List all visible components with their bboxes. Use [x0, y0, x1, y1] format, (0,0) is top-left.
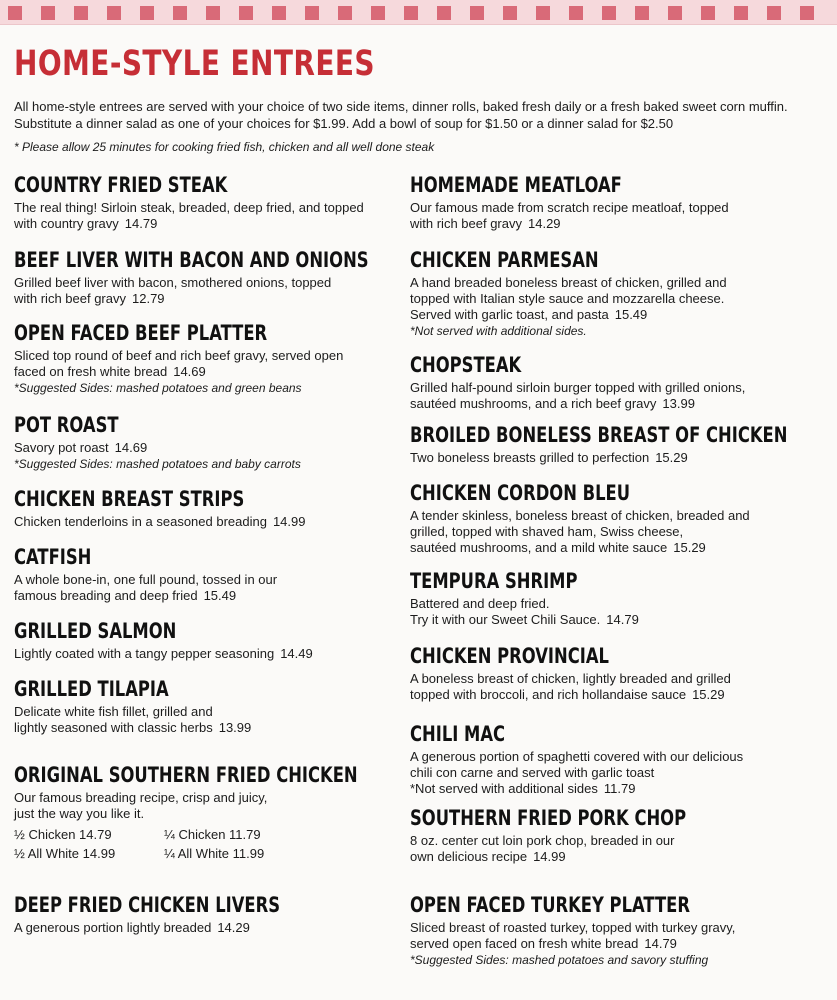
menu-item — [14, 486, 394, 530]
menu-item-name: GRILLED SALMON — [14, 619, 177, 643]
description-text: chili con carne and served with garlic toast — [410, 765, 655, 780]
description-line — [410, 307, 820, 323]
menu-item-name: CATFISH — [14, 545, 92, 569]
description-line — [410, 765, 820, 781]
description-line — [410, 920, 820, 936]
description-line — [14, 920, 394, 936]
menu-item-description — [410, 920, 820, 952]
menu-item-note: *Not served with additional sides. — [410, 324, 587, 338]
price-option: ¼ Chicken 11.79 — [164, 827, 261, 842]
menu-item-name: CHICKEN PARMESAN — [410, 248, 599, 272]
description-text: A whole bone-in, one full pound, tossed in our — [14, 572, 278, 587]
menu-item-price: 14.69 — [114, 440, 148, 455]
border-square — [734, 6, 748, 20]
description-line — [410, 596, 820, 612]
menu-item — [410, 172, 820, 232]
menu-item-name: OPEN FACED TURKEY PLATTER — [410, 893, 690, 917]
description-line — [410, 687, 820, 703]
description-text: own delicious recipe — [410, 849, 528, 864]
menu-item — [14, 247, 394, 307]
description-text: sautéed mushrooms, and a mild white sauce — [410, 540, 668, 555]
border-square — [800, 6, 814, 20]
menu-item-price: 13.99 — [662, 396, 695, 411]
menu-item-name: CHICKEN BREAST STRIPS — [14, 487, 245, 511]
border-square — [206, 6, 220, 20]
description-text: A generous portion lightly breaded — [14, 920, 212, 935]
description-line — [14, 348, 394, 364]
menu-item-name: ORIGINAL SOUTHERN FRIED CHICKEN — [14, 763, 358, 787]
border-square — [404, 6, 418, 20]
intro-line: All home-style entrees are served with your choice of two side items, dinner rolls, baked fresh daily or a fresh baked sweet corn muffin. — [14, 99, 788, 114]
menu-item-description — [14, 704, 394, 736]
description-text: Chicken tenderloins in a seasoned breading — [14, 514, 267, 529]
description-line — [410, 540, 820, 556]
menu-item — [14, 412, 394, 472]
intro-line: Substitute a dinner salad as one of your choices for $1.99. Add a bowl of soup for $1.50 or a dinner salad for $2.50 — [14, 116, 674, 131]
menu-item-description — [14, 200, 394, 232]
description-text: Delicate white fish fillet, grilled and — [14, 704, 213, 719]
description-text: Try it with our Sweet Chili Sauce. — [410, 612, 601, 627]
border-square — [602, 6, 616, 20]
menu-item-description — [410, 508, 820, 556]
menu-item-name: CHICKEN PROVINCIAL — [410, 644, 609, 668]
description-text: lightly seasoned with classic herbs — [14, 720, 213, 735]
menu-item-note: *Suggested Sides: mashed potatoes and savory stuffing — [410, 953, 709, 967]
menu-item — [14, 544, 394, 604]
menu-item — [14, 320, 394, 396]
menu-item-price: 14.79 — [606, 612, 639, 627]
price-option: ½ All White 14.99 — [14, 846, 116, 861]
menu-item-name: CHILI MAC — [410, 722, 506, 746]
menu-item-name: BROILED BONELESS BREAST OF CHICKEN — [410, 423, 788, 447]
description-line — [410, 275, 820, 291]
menu-item-description — [14, 514, 394, 530]
menu-item-description — [410, 671, 820, 703]
menu-item-name: CHICKEN CORDON BLEU — [410, 481, 631, 505]
border-square — [503, 6, 517, 20]
description-line — [14, 216, 394, 232]
description-text: Grilled beef liver with bacon, smothered onions, topped — [14, 275, 332, 290]
description-text: topped with Italian style sauce and mozzarella cheese. — [410, 291, 725, 306]
description-line — [14, 440, 394, 456]
description-line — [410, 508, 820, 524]
border-square — [569, 6, 583, 20]
border-square — [173, 6, 187, 20]
description-line — [14, 646, 394, 662]
description-line — [410, 612, 820, 628]
description-text: Our famous breading recipe, crisp and juicy, — [14, 790, 268, 805]
border-square — [74, 6, 88, 20]
description-text: The real thing! Sirloin steak, breaded, deep fried, and topped — [14, 200, 364, 215]
description-line — [410, 833, 820, 849]
menu-item-price: 15.29 — [655, 450, 688, 465]
menu-item-price: 14.29 — [217, 920, 250, 935]
menu-item-description — [410, 200, 820, 232]
description-line — [14, 291, 394, 307]
menu-item — [14, 762, 394, 863]
description-text: Sliced top round of beef and rich beef gravy, served open — [14, 348, 344, 363]
description-line — [410, 671, 820, 687]
menu-item-description — [410, 749, 820, 797]
description-line — [410, 936, 820, 952]
menu-item — [14, 172, 394, 232]
menu-item — [410, 892, 820, 968]
menu-item — [14, 892, 394, 936]
price-option: ½ Chicken 14.79 — [14, 827, 112, 842]
menu-item-name: DEEP FRIED CHICKEN LIVERS — [14, 893, 281, 917]
menu-item-description — [14, 572, 394, 604]
menu-item-description — [14, 790, 394, 822]
description-text: with country gravy — [14, 216, 119, 231]
menu-item-name: COUNTRY FRIED STEAK — [14, 173, 228, 197]
menu-item-price: 14.79 — [644, 936, 677, 951]
description-text: 8 oz. center cut loin pork chop, breaded in our — [410, 833, 675, 848]
menu-item-name: POT ROAST — [14, 413, 119, 437]
intro-text — [14, 98, 829, 132]
menu-item — [410, 643, 820, 703]
description-line — [14, 806, 394, 822]
menu-item — [410, 480, 820, 556]
menu-item — [14, 676, 394, 736]
menu-item-name: SOUTHERN FRIED PORK CHOP — [410, 806, 687, 830]
menu-item — [410, 422, 820, 466]
menu-item-price: 14.49 — [280, 646, 313, 661]
menu-item-note: *Suggested Sides: mashed potatoes and baby carrots — [14, 457, 301, 471]
description-line — [410, 524, 820, 540]
price-option: ¼ All White 11.99 — [164, 846, 265, 861]
description-line — [410, 200, 820, 216]
description-line — [410, 396, 820, 412]
cooking-time-note: * Please allow 25 minutes for cooking fried fish, chicken and all well done steak — [14, 140, 435, 154]
menu-item-price: 12.79 — [132, 291, 165, 306]
description-text: A tender skinless, boneless breast of chicken, breaded and — [410, 508, 750, 523]
menu-item-description — [14, 348, 394, 380]
menu-item — [410, 568, 820, 628]
menu-header — [14, 40, 829, 154]
description-text: A boneless breast of chicken, lightly breaded and grilled — [410, 671, 731, 686]
menu-item-price: 14.69 — [173, 364, 206, 379]
description-text: served open faced on fresh white bread — [410, 936, 639, 951]
border-square — [107, 6, 121, 20]
menu-item — [410, 352, 820, 412]
description-text: with rich beef gravy — [410, 216, 522, 231]
description-line — [14, 275, 394, 291]
border-square — [140, 6, 154, 20]
menu-item-name: BEEF LIVER WITH BACON AND ONIONS — [14, 248, 369, 272]
menu-item-price: 15.29 — [673, 540, 706, 555]
description-line — [14, 790, 394, 806]
menu-item-price: 14.99 — [272, 514, 306, 529]
menu-item-name: TEMPURA SHRIMP — [410, 569, 578, 593]
menu-item-name: GRILLED TILAPIA — [14, 677, 169, 701]
description-line — [14, 572, 394, 588]
menu-item-price: 14.79 — [124, 216, 158, 231]
border-square — [668, 6, 682, 20]
menu-item-description — [14, 646, 394, 662]
page-title: HOME-STYLE ENTREES — [14, 44, 375, 84]
menu-item — [410, 805, 820, 865]
border-square — [470, 6, 484, 20]
menu-item-name: HOMEMADE MEATLOAF — [410, 173, 622, 197]
description-line — [410, 849, 820, 865]
description-line — [410, 216, 820, 232]
description-text: A generous portion of spaghetti covered with our delicious — [410, 749, 744, 764]
border-square — [8, 6, 22, 20]
price-options — [14, 825, 394, 863]
menu-item-price: 15.49 — [203, 588, 237, 603]
menu-item-price: 15.29 — [692, 687, 725, 702]
description-line — [410, 380, 820, 396]
description-text: grilled, topped with shaved ham, Swiss cheese, — [410, 524, 684, 539]
menu-item-description — [410, 450, 820, 466]
description-text: famous breading and deep fried — [14, 588, 198, 603]
description-text: with rich beef gravy — [14, 291, 126, 306]
description-text: Sliced breast of roasted turkey, topped with turkey gravy, — [410, 920, 736, 935]
description-text: faced on fresh white bread — [14, 364, 168, 379]
menu-item-name: OPEN FACED BEEF PLATTER — [14, 321, 268, 345]
border-square — [272, 6, 286, 20]
border-square — [536, 6, 550, 20]
description-text: Grilled half-pound sirloin burger topped with grilled onions, — [410, 380, 746, 395]
description-line — [410, 749, 820, 765]
menu-item-description — [14, 275, 394, 307]
decorative-top-border — [0, 0, 837, 25]
description-line — [14, 704, 394, 720]
menu-item — [410, 247, 820, 339]
description-text: topped with broccoli, and rich hollandaise sauce — [410, 687, 687, 702]
description-text: Two boneless breasts grilled to perfection — [410, 450, 650, 465]
menu-item-price: 13.99 — [218, 720, 252, 735]
menu-item-price: 14.99 — [533, 849, 566, 864]
description-line — [14, 364, 394, 380]
border-square — [437, 6, 451, 20]
description-line — [410, 450, 820, 466]
description-text: Savory pot roast — [14, 440, 109, 455]
description-text: Lightly coated with a tangy pepper seasoning — [14, 646, 275, 661]
description-text: Served with garlic toast, and pasta — [410, 307, 609, 322]
menu-item-price: 15.49 — [614, 307, 648, 322]
border-square — [338, 6, 352, 20]
description-line — [14, 514, 394, 530]
description-line — [14, 200, 394, 216]
menu-item-name: CHOPSTEAK — [410, 353, 522, 377]
menu-item-price: 11.79 — [603, 781, 636, 796]
menu-item-description — [14, 440, 394, 456]
menu-item-description — [410, 596, 820, 628]
menu-item-description — [410, 833, 820, 865]
border-square — [305, 6, 319, 20]
border-square — [41, 6, 55, 20]
border-square — [371, 6, 385, 20]
menu-item-price: 14.29 — [528, 216, 561, 231]
description-text: Our famous made from scratch recipe meatloaf, topped — [410, 200, 729, 215]
menu-item-note: *Suggested Sides: mashed potatoes and green beans — [14, 381, 302, 395]
border-square — [701, 6, 715, 20]
border-square — [767, 6, 781, 20]
description-text: sautéed mushrooms, and a rich beef gravy — [410, 396, 657, 411]
border-square — [239, 6, 253, 20]
description-line — [14, 720, 394, 736]
menu-item-description — [410, 275, 820, 323]
border-square — [635, 6, 649, 20]
description-line — [14, 588, 394, 604]
description-text: *Not served with additional sides — [410, 781, 598, 796]
description-text: just the way you like it. — [14, 806, 145, 821]
menu-item-description — [410, 380, 820, 412]
menu-item — [14, 618, 394, 662]
description-text: Battered and deep fried. — [410, 596, 550, 611]
description-line — [410, 781, 820, 797]
menu-item-description — [14, 920, 394, 936]
description-line — [410, 291, 820, 307]
menu-item — [410, 721, 820, 797]
description-text: A hand breaded boneless breast of chicken, grilled and — [410, 275, 727, 290]
